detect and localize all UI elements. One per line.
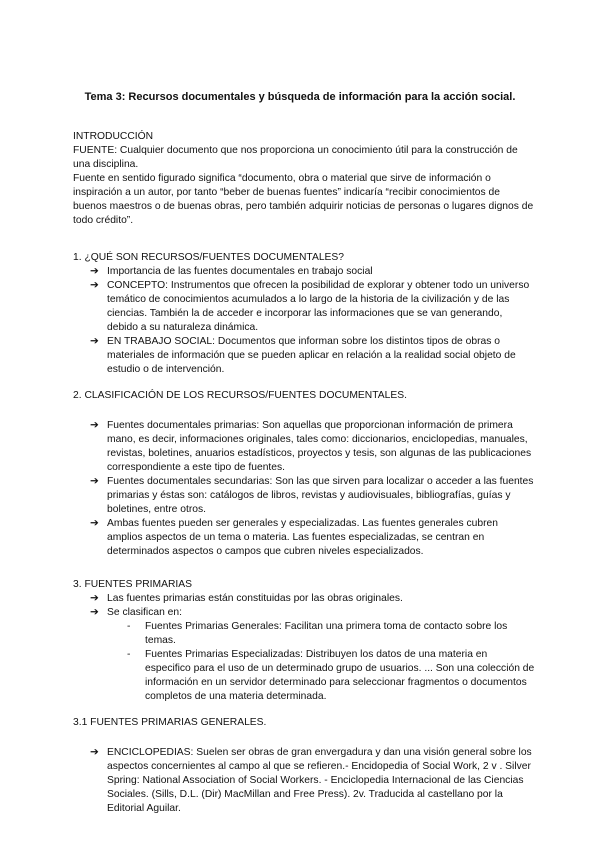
arrow-bullet-icon: ➔ bbox=[90, 747, 99, 758]
intro-heading: INTRODUCCIÓN bbox=[73, 131, 154, 142]
sub-list-item-text: Fuentes Primarias Generales: Facilitan una primera toma de contacto sobre los temas. bbox=[145, 621, 508, 646]
list-item-text: Se clasifican en: bbox=[107, 607, 182, 618]
section-3-1-list bbox=[73, 746, 535, 816]
section-3-heading: 3. FUENTES PRIMARIAS bbox=[73, 579, 193, 590]
list-item bbox=[73, 265, 535, 279]
list-item bbox=[73, 746, 535, 816]
section-1-list bbox=[73, 265, 535, 377]
section-3-1-body bbox=[73, 746, 535, 816]
list-item bbox=[73, 335, 535, 377]
section-2-list bbox=[73, 419, 535, 559]
list-item bbox=[73, 592, 535, 606]
section-3 bbox=[73, 578, 535, 704]
list-item-text: Ambas fuentes pueden ser generales y especializadas. Las fuentes generales cubren amplios aspectos de un tema o materia. Las fuentes especializadas, se centran en determinados aspectos o campos que cubren niveles especializados. bbox=[107, 518, 498, 557]
intro-section bbox=[73, 130, 535, 228]
list-item-text: ENCICLOPEDIAS: Suelen ser obras de gran envergadura y dan una visión general sobre los aspectos concernientes al campo al que se refieren.- Encidopedia of Social Work, 2 v . Silver Spring: National Association of Social Workers. - Enciclopedia Internacional de las Ciencias Sociales. (Sills, D.L. (Dir) MacMillan and Free Press). 2v. Traducida al castellano por la Editorial Aguilar. bbox=[107, 747, 532, 814]
section-3-list bbox=[73, 592, 535, 620]
arrow-bullet-icon: ➔ bbox=[90, 476, 99, 487]
dash-bullet-icon: - bbox=[127, 621, 131, 632]
section-1 bbox=[73, 251, 535, 377]
dash-bullet-icon: - bbox=[127, 649, 131, 660]
arrow-bullet-icon: ➔ bbox=[90, 280, 99, 291]
intro-paragraph-1: FUENTE: Cualquier documento que nos proporciona un conocimiento útil para la construcción de una disciplina. bbox=[73, 145, 518, 170]
section-1-heading: 1. ¿QUÉ SON RECURSOS/FUENTES DOCUMENTALES? bbox=[73, 252, 345, 263]
sub-list-item-text: Fuentes Primarias Especializadas: Distribuyen los datos de una materia en especifico para el uso de un determinado grupo de usuarios. ... Son una colección de información en un servidor determinado para seleccionar fragmentos o documentos completos de una materia determinada. bbox=[145, 649, 535, 702]
list-item bbox=[73, 517, 535, 559]
arrow-bullet-icon: ➔ bbox=[90, 593, 99, 604]
list-item-text: Importancia de las fuentes documentales en trabajo social bbox=[107, 266, 373, 277]
arrow-bullet-icon: ➔ bbox=[90, 420, 99, 431]
sub-list-item bbox=[73, 648, 535, 704]
section-3-1-heading: 3.1 FUENTES PRIMARIAS GENERALES. bbox=[73, 717, 267, 728]
sub-list-item bbox=[73, 620, 535, 648]
arrow-bullet-icon: ➔ bbox=[90, 518, 99, 529]
section-2 bbox=[73, 389, 535, 403]
section-2-heading: 2. CLASIFICACIÓN DE LOS RECURSOS/FUENTES DOCUMENTALES. bbox=[73, 390, 407, 401]
list-item bbox=[73, 419, 535, 475]
list-item bbox=[73, 606, 535, 620]
section-3-1 bbox=[73, 716, 535, 730]
list-item bbox=[73, 279, 535, 335]
list-item-text: Las fuentes primarias están constituidas por las obras originales. bbox=[107, 593, 403, 604]
list-item bbox=[73, 475, 535, 517]
list-item-text: Fuentes documentales primarias: Son aquellas que proporcionan información de primera mano, es decir, informaciones originales, tales como: diccionarios, enciclopedias, manuales, revistas, boletines, anuarios estadísticos, proyectos y tesis, son algunas de las publicaciones correspondiente a este tipo de fuentes. bbox=[107, 420, 532, 473]
arrow-bullet-icon: ➔ bbox=[90, 336, 99, 347]
list-item-text: Fuentes documentales secundarias: Son las que sirven para localizar o acceder a las fuentes primarias y éstas son: catálogos de libros, revistas y audiovisuales, bibliografías, guías y boletines, entre otros. bbox=[107, 476, 534, 515]
list-item-text: EN TRABAJO SOCIAL: Documentos que informan sobre los distintos tipos de obras o materiales de información que se pueden aplicar en relación a la realidad social objeto de estudio o de intervención. bbox=[107, 336, 516, 375]
section-3-sublist bbox=[73, 620, 535, 704]
arrow-bullet-icon: ➔ bbox=[90, 266, 99, 277]
intro-paragraph-2: Fuente en sentido figurado significa “documento, obra o material que sirve de información o inspiración a un autor, por tanto “beber de buenas fuentes” indicaría “recibir conocimientos de buenos maestros o de buenas obras, pero también adquirir noticias de personas o lugares dignos de todo crédito”. bbox=[73, 173, 534, 226]
arrow-bullet-icon: ➔ bbox=[90, 607, 99, 618]
document-title: Tema 3: Recursos documentales y búsqueda de información para la acción social. bbox=[84, 91, 516, 103]
list-item-text: CONCEPTO: Instrumentos que ofrecen la posibilidad de explorar y obtener todo un universo temático de conocimientos acumulados a lo largo de la historia de la civilización y de las ciencias. También la de acceder e incorporar las informaciones que se van generando, debido a su naturaleza dinámica. bbox=[107, 280, 530, 333]
section-2-body bbox=[73, 419, 535, 559]
